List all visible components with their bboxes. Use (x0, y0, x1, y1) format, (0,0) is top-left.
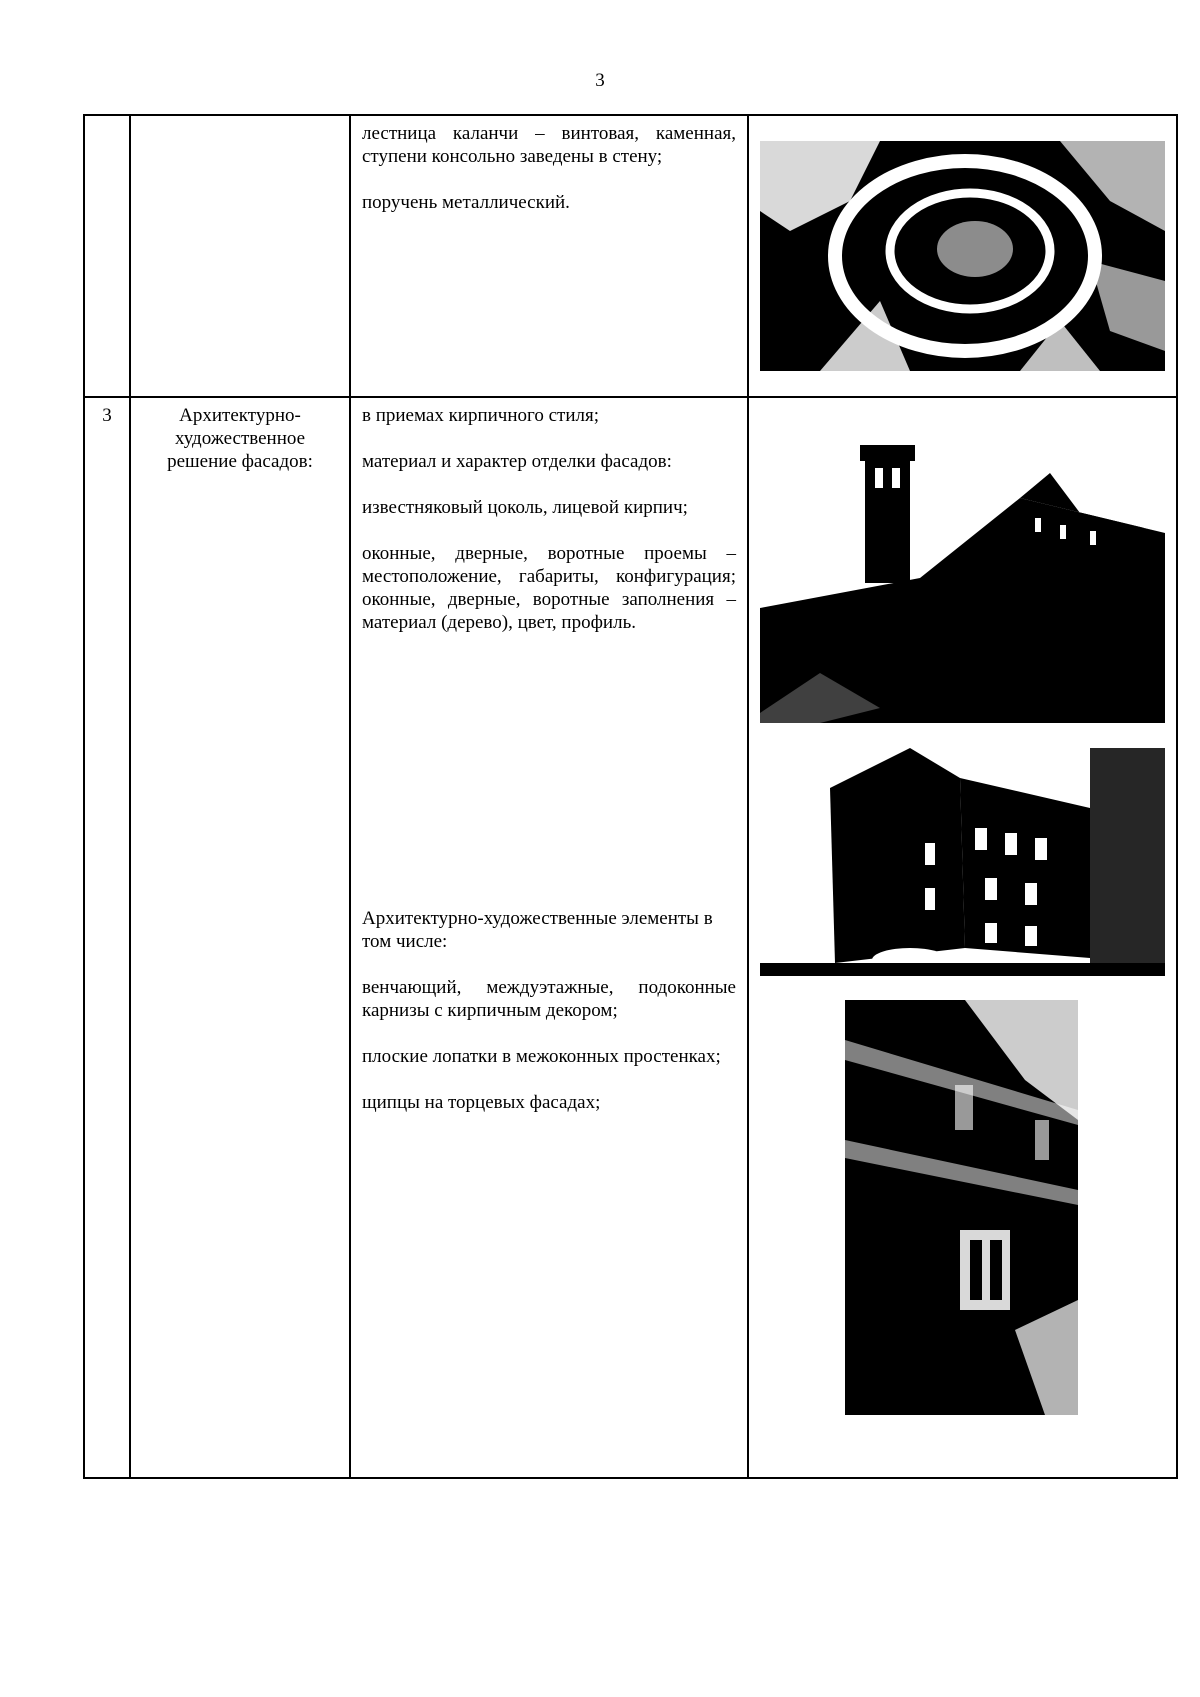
description-paragraph: плоские лопатки в межоконных простенках; (362, 1046, 721, 1067)
row-number-cell (84, 115, 130, 397)
description-paragraph: лестница каланчи – винтовая, каменная, ступени консольно заведены в стену; (362, 123, 736, 167)
description-paragraph: Архитектурно-художественные элементы в том числе: (362, 908, 713, 952)
courtyard-facade-photo (760, 748, 1165, 976)
description-paragraph: в приемах кирпичного стиля; (362, 405, 599, 426)
building-with-tower-photo (760, 423, 1165, 723)
description-paragraph: оконные, дверные, воротные проемы – местоположение, габариты, конфигурация; оконные, дверные, воротные заполнения – материал (дерево), цвет, профиль. (362, 543, 736, 633)
row-description-cell (350, 115, 748, 397)
table-row (84, 115, 1177, 397)
spiral-staircase-photo (760, 141, 1165, 371)
brick-facade-detail-photo (845, 1000, 1078, 1415)
description-paragraph: известняковый цоколь, лицевой кирпич; (362, 497, 688, 518)
row-name-cell (130, 115, 350, 397)
table-row (84, 397, 1177, 1478)
protected-features-table (83, 114, 1178, 1479)
description-paragraph: щипцы на торцевых фасадах; (362, 1092, 601, 1113)
description-paragraph: поручень металлический. (362, 192, 570, 213)
row-photo-cell (748, 397, 1177, 1478)
row-number-cell: 3 (84, 397, 130, 1478)
description-paragraph: венчающий, междуэтажные, подоконные карнизы с кирпичным декором; (362, 977, 736, 1021)
page-number: 3 (595, 70, 605, 91)
description-paragraph: материал и характер отделки фасадов: (362, 451, 672, 472)
row-description-cell (350, 397, 748, 1478)
row-name-cell: Архитектурно-художественное решение фасадов: (130, 397, 350, 1478)
row-photo-cell (748, 115, 1177, 397)
